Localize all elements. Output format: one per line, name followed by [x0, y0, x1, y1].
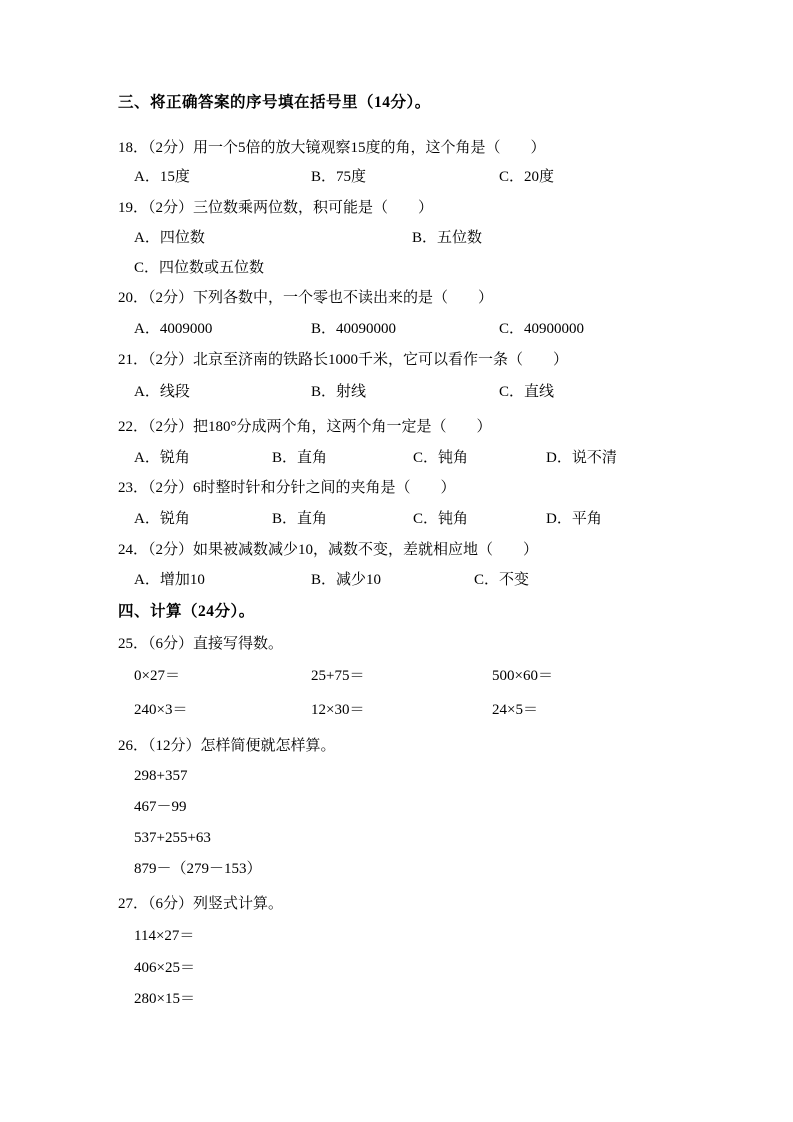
question-22-options	[118, 448, 793, 468]
option-18-a: A．15度	[134, 169, 190, 185]
expression: 0×27＝	[134, 668, 180, 684]
question-27: 27．（6分）列竖式计算。	[118, 896, 284, 912]
option-23-b: B．直角	[272, 511, 328, 527]
option-19-c: C．四位数或五位数	[134, 260, 265, 276]
option-22-c: C．钝角	[413, 450, 469, 466]
question-26: 26．（12分）怎样简便就怎样算。	[118, 738, 336, 754]
option-21-a: A．线段	[134, 384, 190, 400]
option-24-a: A．增加10	[134, 572, 205, 588]
question-23-options	[118, 509, 793, 529]
expression: 280×15＝	[134, 991, 195, 1007]
question-18-options	[118, 167, 793, 187]
expression: 240×3＝	[134, 702, 188, 718]
expression: 467－99	[134, 799, 187, 815]
option-20-c: C．40900000	[499, 321, 585, 337]
option-22-b: B．直角	[272, 450, 328, 466]
option-20-b: B．40090000	[311, 321, 397, 337]
option-19-b: B．五位数	[412, 230, 483, 246]
section-4-heading: 四、计算（24分）。	[118, 603, 255, 620]
expression: 879－（279－153）	[134, 861, 262, 877]
question-24: 24．（2分）如果被减数减少10，减数不变，差就相应地（ ）	[118, 542, 539, 558]
question-25: 25．（6分）直接写得数。	[118, 636, 284, 652]
option-18-b: B．75度	[311, 169, 367, 185]
option-18-c: C．20度	[499, 169, 555, 185]
expression: 500×60＝	[492, 668, 553, 684]
question-21: 21．（2分）北京至济南的铁路长1000千米，它可以看作一条（ ）	[118, 352, 569, 368]
expression: 24×5＝	[492, 702, 538, 718]
option-23-d: D．平角	[546, 511, 602, 527]
question-20-options	[118, 319, 793, 339]
expression: 406×25＝	[134, 960, 195, 976]
question-23: 23．（2分）6时整时针和分针之间的夹角是（ ）	[118, 480, 456, 496]
option-24-b: B．减少10	[311, 572, 382, 588]
question-25-row-1	[118, 666, 793, 686]
option-19-a: A．四位数	[134, 230, 205, 246]
option-20-a: A．4009000	[134, 321, 213, 337]
question-22: 22．（2分）把180°分成两个角，这两个角一定是（ ）	[118, 419, 492, 435]
option-22-d: D．说不清	[546, 450, 617, 466]
option-22-a: A．锐角	[134, 450, 190, 466]
question-19: 19．（2分）三位数乘两位数，积可能是（ ）	[118, 200, 434, 216]
expression: 12×30＝	[311, 702, 365, 718]
section-3-heading: 三、将正确答案的序号填在括号里（14分）。	[118, 94, 431, 111]
question-24-options	[118, 570, 793, 590]
option-21-b: B．射线	[311, 384, 367, 400]
expression: 25+75＝	[311, 668, 365, 684]
question-21-options	[118, 382, 793, 402]
question-18: 18．（2分）用一个5倍的放大镜观察15度的角，这个角是（ ）	[118, 140, 546, 156]
option-23-c: C．钝角	[413, 511, 469, 527]
expression: 114×27＝	[134, 928, 195, 944]
option-21-c: C．直线	[499, 384, 555, 400]
expression: 298+357	[134, 768, 188, 784]
question-19-options-ab	[118, 228, 793, 248]
expression: 537+255+63	[134, 830, 211, 846]
option-23-a: A．锐角	[134, 511, 190, 527]
question-20: 20．（2分）下列各数中，一个零也不读出来的是（ ）	[118, 290, 494, 306]
question-25-row-2	[118, 700, 793, 720]
option-24-c: C．不变	[474, 572, 530, 588]
